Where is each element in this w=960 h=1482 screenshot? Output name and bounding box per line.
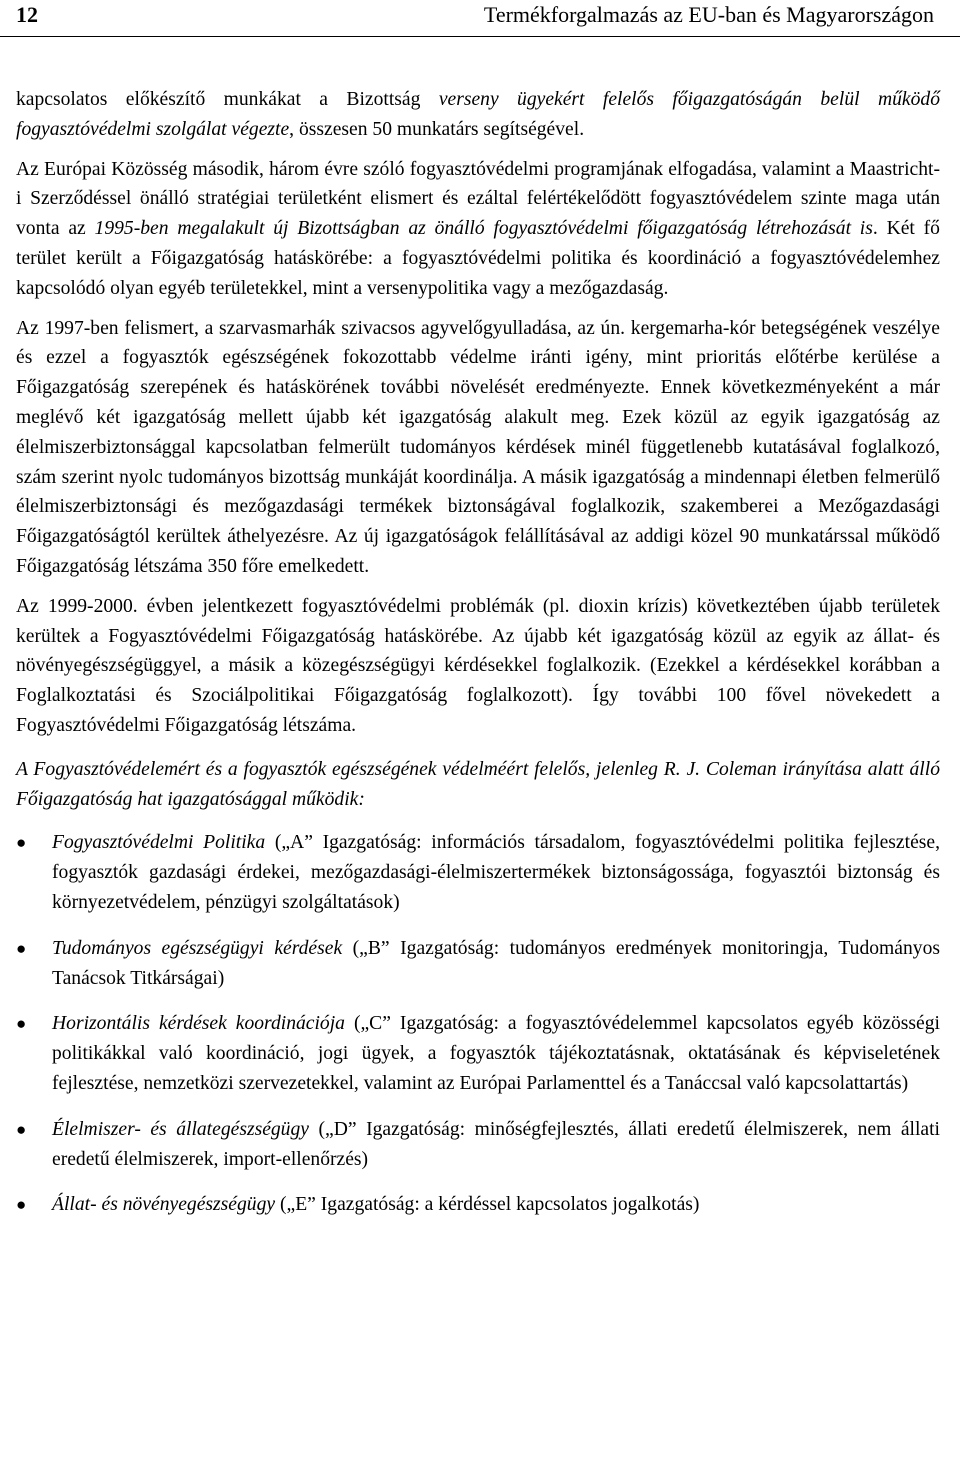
list-item	[16, 934, 940, 994]
directorate-name: Horizontális kérdések koordinációja	[52, 1013, 345, 1035]
directorate-name: Állat- és növényegészségügy	[52, 1194, 276, 1216]
page-body	[16, 85, 940, 1220]
paragraph-3: Az 1997-ben felismert, a szarvasmarhák szivacsos agyvelőgyulladása, az ún. kergemarha-kór betegségének veszélye és ezzel a fogyasztók egészségének fokozottabb védelme iránti igény, mint prioritás előtérbe kerülése a Főigazgatóság szerepének és hatáskörének további növelését eredményezte. Ennek következményeként a már meglévő két igazgatóság mellett újabb két igazgatóság alakult meg. Ezek közül az egyik igazgatóság az élelmiszerbiztonsággal kapcsolatban felmerült tudományos kérdések minél függetlenebb kutatásával foglalkozó, szám szerint nyolc tudományos bizottság munkáját koordinálja. A másik igazgatóság a mindennapi életben felmerülő élelmiszerbiztonsági és mezőgazdasági termékek biztonságával foglalkozik, szakemberei a Mezőgazdasági Főigazgatóságtól kerültek áthelyezésre. Az új igazgatóságok felállításával az addigi közel 90 munkatárssal működő Főigazgatóság létszáma 350 főre emelkedett.	[16, 317, 940, 577]
paragraph-4: Az 1999-2000. évben jelentkezett fogyasztóvédelmi problémák (pl. dioxin krízis) következtében újabb területek kerültek a Fogyasztóvédelmi Főigazgatóság hatáskörébe. Az újabb két igazgatóság közül az egyik az állat- és növényegészségüggyel, a másik a közegészségügyi kérdésekkel foglalkozik. (Ezekkel a kérdésekkel korábban a Foglalkoztatási és Szociálpolitikai Főigazgatóság foglalkozott). Így további 100 fővel növekedett a Fogyasztóvédelmi Főigazgatóság létszáma.	[16, 595, 940, 736]
paragraph-1: kapcsolatos előkészítő munkákat a Bizottság verseny ügyekért felelős főigazgatóságán belül működő fogyasztóvédelmi szolgálat végezte, összesen 50 munkatárs segítségével.	[16, 89, 940, 140]
list-item	[16, 1009, 940, 1098]
list-item	[16, 1190, 940, 1220]
running-title: Termékforgalmazás az EU-ban és Magyarországon	[483, 2, 934, 27]
page-number: 12	[16, 2, 38, 27]
bullet-icon: ●	[16, 938, 27, 958]
bullet-icon: ●	[16, 1195, 27, 1215]
directorate-description: („C” Igazgatóság: a fogyasztóvédelemmel kapcsolatos egyéb közösségi politikákkal való koordináció, jogi ügyek, a fogyasztók tájékoztatásnak, oktatásának és képviseletének fejlesztése, nemzetközi szervezetekkel, valamint az Európai Parlamenttel és a Tanáccsal való kapcsolattartás)	[52, 1013, 940, 1094]
bullet-icon: ●	[16, 1014, 27, 1034]
paragraph-5: A Fogyasztóvédelemért és a fogyasztók egészségének védelméért felelős, jelenleg R. J. Coleman irányítása alatt álló Főigazgatóság hat igazgatósággal működik:	[16, 758, 940, 810]
directorate-list	[16, 828, 940, 1220]
directorate-description: („A” Igazgatóság: információs társadalom, fogyasztóvédelmi politika fejlesztése, fogyasztók gazdasági érdekei, mezőgazdasági-élelmiszertermékek biztonságossága, fogyasztói biztonság és környezetvédelem, pénzügyi szolgáltatások)	[52, 832, 940, 913]
bullet-icon: ●	[16, 1119, 27, 1139]
directorate-description: („B” Igazgatóság: tudományos eredmények monitoringja, Tudományos Tanácsok Titkárságai)	[52, 937, 941, 989]
page-header	[0, 0, 960, 37]
list-item	[16, 1115, 940, 1175]
directorate-name: Fogyasztóvédelmi Politika	[52, 832, 266, 854]
list-item	[16, 828, 940, 917]
bullet-icon: ●	[16, 833, 27, 853]
paragraph-2: Az Európai Közösség második, három évre szóló fogyasztóvédelmi programjának elfogadása, valamint a Maastricht-i Szerződéssel önálló stratégiai területként elismert és ezáltal felértékelődött fogyasztóvédelem szinte maga után vonta az 1995-ben megalakult új Bizottságban az önálló fogyasztóvédelmi főigazgatóság létrehozását is. Két fő terület került a Főigazgatóság hatáskörébe: a fogyasztóvédelmi politika és koordináció a fogyasztóvédelemhez kapcsolódó olyan egyéb területekkel, mint a versenypolitika vagy a mezőgazdaság.	[16, 158, 940, 299]
directorate-description: („E” Igazgatóság: a kérdéssel kapcsolatos jogalkotás)	[275, 1194, 700, 1216]
italic-phrase: verseny ügyekért felelős főigazgatóságán belül működő fogyasztóvédelmi szolgálat végezte	[16, 89, 940, 140]
directorate-name: Élelmiszer- és állategészségügy	[52, 1118, 309, 1140]
directorate-description: („D” Igazgatóság: minőségfejlesztés, állati eredetű élelmiszerek, nem állati eredetű élelmiszerek, import-ellenőrzés)	[52, 1118, 940, 1170]
directorate-name: Tudományos egészségügyi kérdések	[52, 937, 343, 959]
italic-phrase: 1995-ben megalakult új Bizottságban az önálló fogyasztóvédelmi főigazgatóság létrehozását is	[94, 218, 873, 240]
